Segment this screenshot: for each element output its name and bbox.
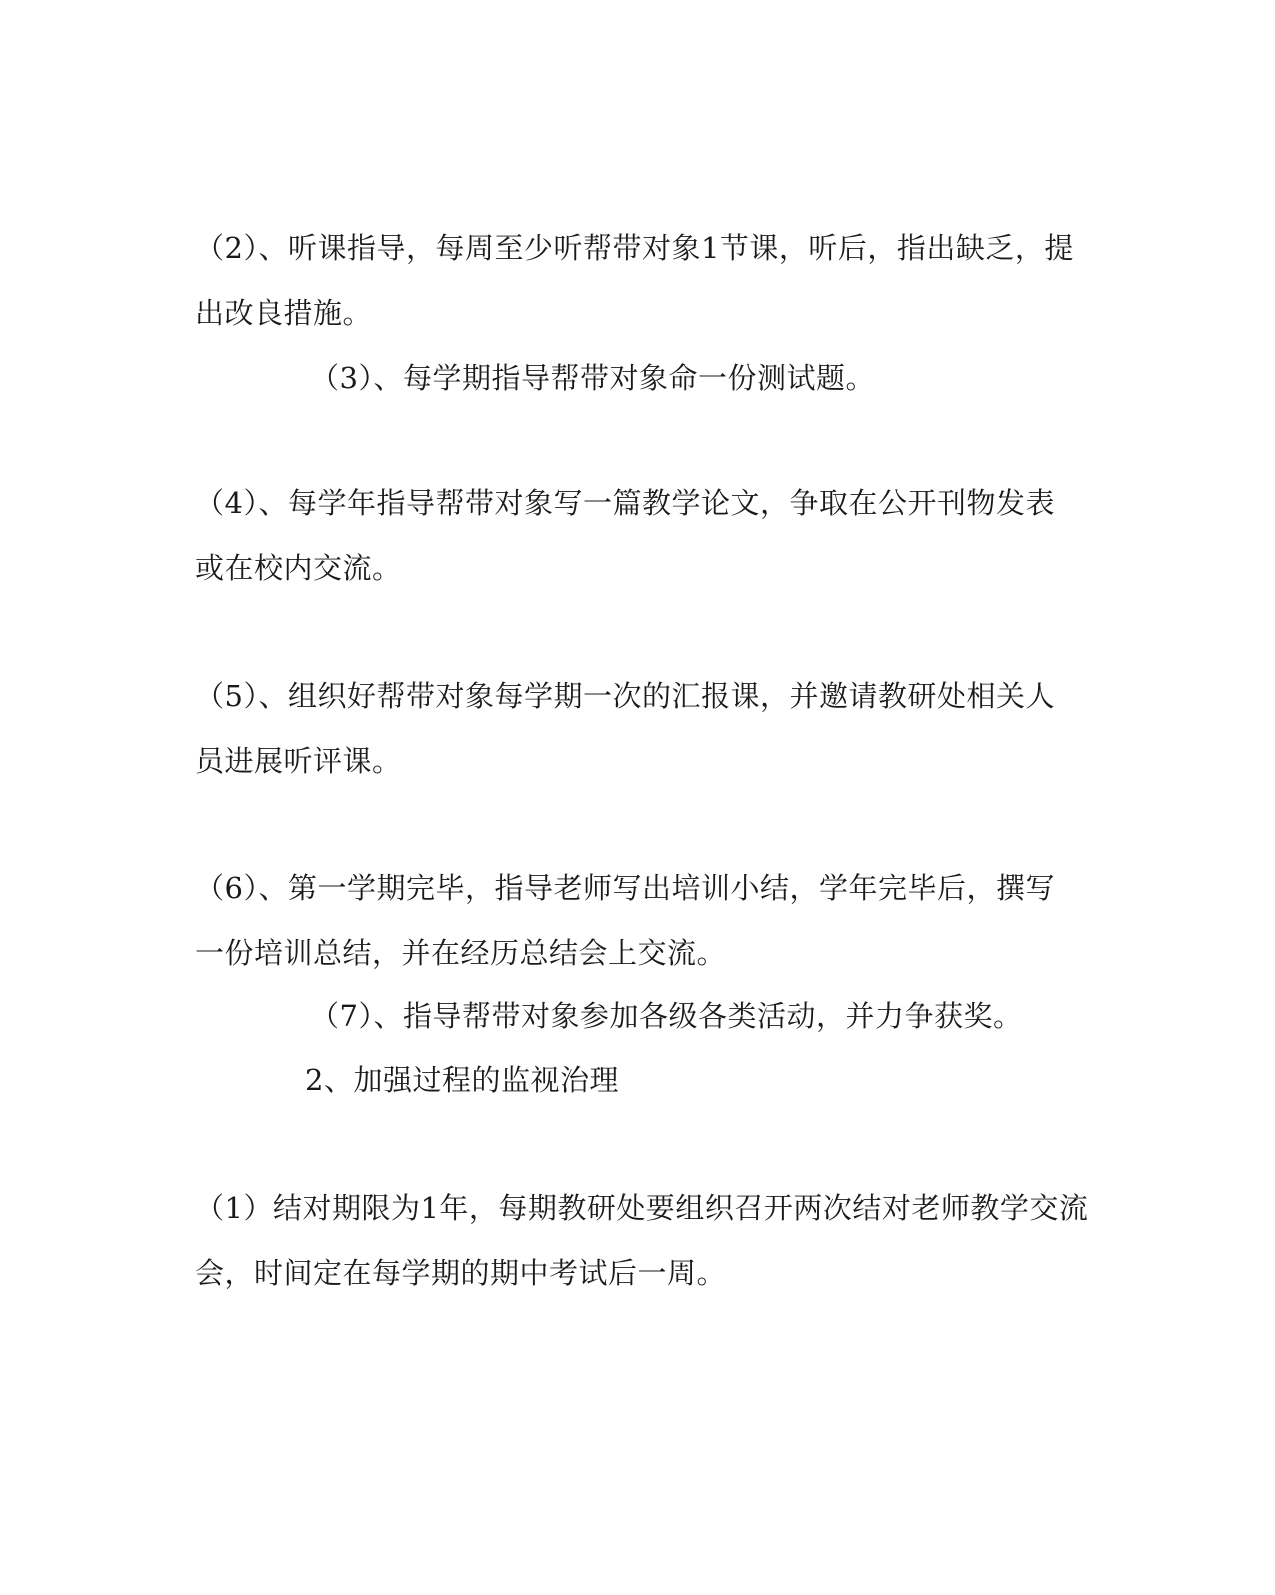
text-line: （1）结对期限为1年，每期教研处要组织召开两次结对老师教学交流 (195, 1191, 1089, 1225)
text-line: （7）、指导帮带对象参加各级各类活动，并力争获奖。 (310, 999, 1023, 1033)
text-line: （4）、每学年指导帮带对象写一篇教学论文，争取在公开刊物发表 (195, 486, 1055, 520)
text-line: （3）、每学期指导帮带对象命一份测试题。 (310, 361, 875, 395)
section-heading: 2、加强过程的监视治理 (305, 1063, 619, 1097)
text-line: （2）、听课指导，每周至少听帮带对象1节课，听后，指出缺乏，提 (195, 231, 1074, 265)
text-line: 员进展听评课。 (195, 744, 402, 778)
text-line: 一份培训总结，并在经历总结会上交流。 (195, 936, 727, 970)
text-line: （5）、组织好帮带对象每学期一次的汇报课，并邀请教研处相关人 (195, 679, 1055, 713)
text-line: 或在校内交流。 (195, 551, 402, 585)
text-line: （6）、第一学期完毕，指导老师写出培训小结，学年完毕后，撰写 (195, 871, 1055, 905)
text-line: 会，时间定在每学期的期中考试后一周。 (195, 1256, 727, 1290)
text-line: 出改良措施。 (195, 296, 373, 330)
